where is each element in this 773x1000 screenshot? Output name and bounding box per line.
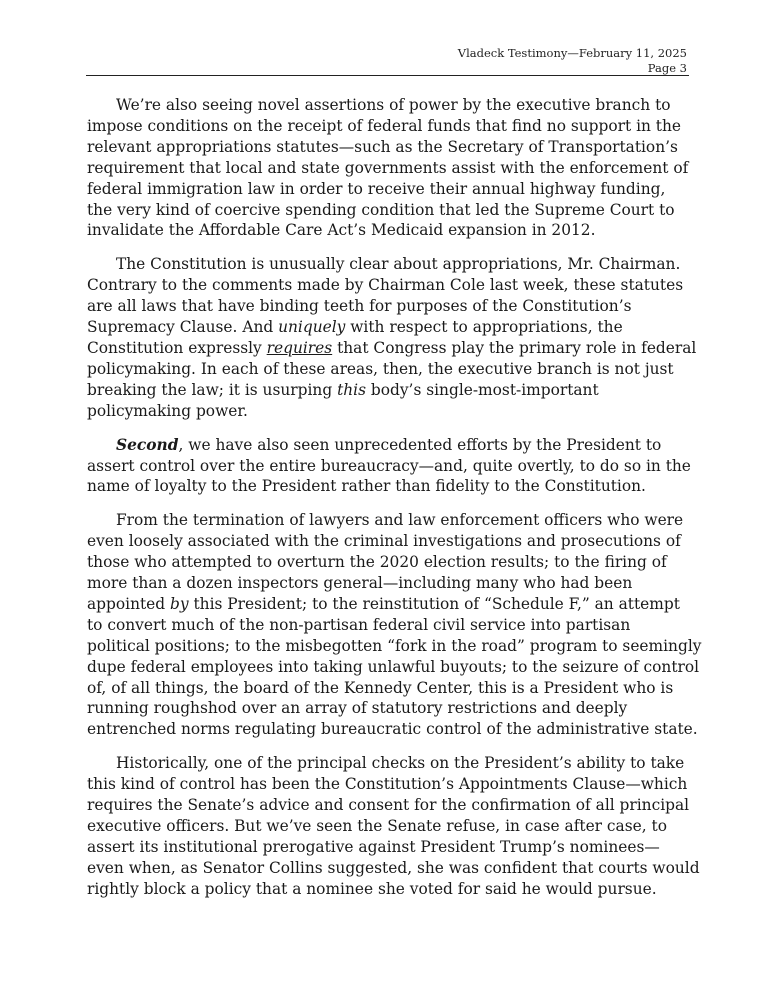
text-run: , we have also seen unprecedented efforts by the President to bbox=[178, 435, 662, 454]
text-line: the very kind of coercive spending condition that led the Supreme Court to bbox=[87, 200, 675, 219]
text-run: this President; to the reinstitution of “Schedule F,” an attempt bbox=[188, 594, 680, 613]
text-line: rightly block a policy that a nominee she voted for said he would pursue. bbox=[87, 879, 657, 898]
text-line bbox=[87, 594, 707, 615]
text-line: this kind of control has been the Constitution’s Appointments Clause—which bbox=[87, 775, 688, 794]
text-line: relevant appropriations statutes—such as the Secretary of Transportation’s bbox=[87, 137, 678, 156]
text-line: policymaking. In each of these areas, then, the executive branch is not just bbox=[87, 359, 674, 378]
text-line bbox=[87, 435, 707, 456]
text-line: those who attempted to overturn the 2020 election results; to the firing of bbox=[87, 553, 667, 572]
text-line: assert control over the entire bureaucracy—and, quite overtly, to do so in the bbox=[87, 456, 691, 475]
text-run: that Congress play the primary role in federal bbox=[332, 338, 697, 357]
text-line: are all laws that have binding teeth for purposes of the Constitution’s bbox=[87, 297, 632, 316]
text-run: breaking the law; it is usurping bbox=[87, 380, 338, 399]
text-line: requirement that local and state governments assist with the enforcement of bbox=[87, 158, 689, 177]
text-line: Historically, one of the principal checks on the President’s ability to take bbox=[116, 754, 685, 773]
running-header bbox=[458, 46, 687, 76]
text-line: of, of all things, the board of the Kennedy Center, this is a President who is bbox=[87, 678, 674, 697]
emphasis-by: by bbox=[170, 594, 189, 613]
text-line: dupe federal employees into taking unlawful buyouts; to the seizure of control bbox=[87, 657, 700, 676]
paragraph-5 bbox=[87, 753, 707, 899]
text-line: We’re also seeing novel assertions of power by the executive branch to bbox=[116, 96, 671, 114]
header-page-number: Page 3 bbox=[647, 61, 687, 75]
text-line: federal immigration law in order to receive their annual highway funding, bbox=[87, 179, 666, 198]
emphasis-requires: requires bbox=[266, 338, 333, 357]
text-line: invalidate the Affordable Care Act’s Medicaid expansion in 2012. bbox=[87, 221, 596, 240]
text-line: Contrary to the comments made by Chairman Cole last week, these statutes bbox=[87, 276, 684, 295]
text-line: policymaking power. bbox=[87, 401, 248, 420]
text-line: more than a dozen inspectors general—including many who had been bbox=[87, 574, 633, 593]
text-line: The Constitution is unusually clear about appropriations, Mr. Chairman. bbox=[116, 255, 681, 274]
text-line: running roughshod over an array of statutory restrictions and deeply bbox=[87, 699, 628, 718]
text-line bbox=[87, 317, 707, 338]
text-line: requires the Senate’s advice and consent for the confirmation of all principal bbox=[87, 796, 690, 815]
emphasis-uniquely: uniquely bbox=[278, 318, 346, 337]
text-line bbox=[87, 380, 707, 401]
text-run: Constitution expressly bbox=[87, 338, 267, 357]
header-title: Vladeck Testimony—February 11, 2025 bbox=[457, 46, 687, 60]
emphasis-second: Second bbox=[116, 435, 179, 454]
paragraph-2 bbox=[87, 254, 707, 421]
emphasis-this: this bbox=[337, 380, 366, 399]
header-rule bbox=[86, 75, 689, 76]
text-line: even loosely associated with the criminal investigations and prosecutions of bbox=[87, 532, 681, 551]
text-line: impose conditions on the receipt of federal funds that find no support in the bbox=[87, 116, 682, 135]
text-run: Supremacy Clause. And bbox=[87, 318, 279, 337]
text-run: appointed bbox=[87, 594, 171, 613]
text-line: assert its institutional prerogative against President Trump’s nominees— bbox=[87, 837, 660, 856]
text-line: name of loyalty to the President rather than fidelity to the Constitution. bbox=[87, 477, 646, 496]
text-line: entrenched norms regulating bureaucratic control of the administrative state. bbox=[87, 720, 698, 739]
text-run: with respect to appropriations, the bbox=[345, 318, 623, 337]
text-line bbox=[87, 338, 707, 359]
text-line: to convert much of the non-partisan federal civil service into partisan bbox=[87, 615, 631, 634]
paragraph-1 bbox=[87, 95, 707, 241]
body-text bbox=[87, 95, 707, 913]
paragraph-4 bbox=[87, 510, 707, 740]
text-line: political positions; to the misbegotten “fork in the road” program to seemingly bbox=[87, 636, 702, 655]
text-line: even when, as Senator Collins suggested, she was confident that courts would bbox=[87, 858, 700, 877]
paragraph-3 bbox=[87, 435, 707, 498]
text-line: executive officers. But we’ve seen the Senate refuse, in case after case, to bbox=[87, 817, 667, 835]
text-run: body’s single-most-important bbox=[366, 380, 599, 399]
text-line: From the termination of lawyers and law enforcement officers who were bbox=[116, 511, 684, 530]
